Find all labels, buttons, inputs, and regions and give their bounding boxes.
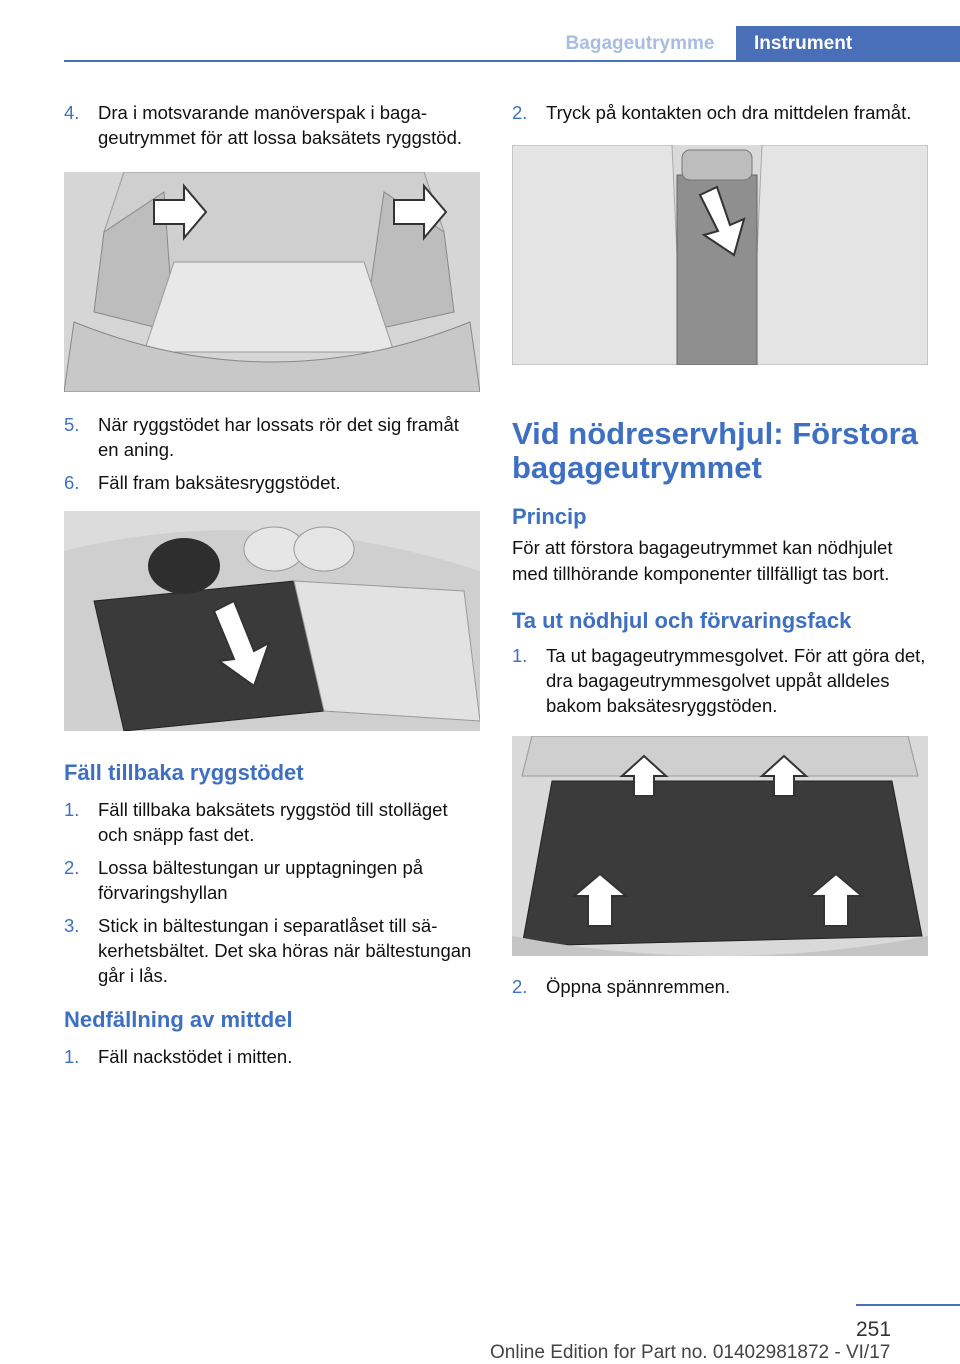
step-text: Dra i motsvarande manöverspak i bagageutrymmet för att lossa baksätets ryggstöd. [98, 102, 462, 148]
right-column [512, 100, 930, 1007]
step-item [64, 470, 482, 495]
edition-note[interactable]: Online Edition for Part no. 01402981872 - VI/17 [490, 1342, 891, 1363]
trunk-release-lever-illustration [64, 172, 480, 392]
step-item [512, 974, 930, 999]
step-text: Fäll tillbaka baksätets ryggstöd till stolläget och snäpp fast det. [98, 799, 448, 845]
fold-seatback-illustration [64, 511, 480, 731]
step-item [64, 1044, 482, 1069]
step-item [64, 855, 482, 905]
step-text: Fäll nackstödet i mitten. [98, 1046, 293, 1067]
footer-rule [856, 1304, 960, 1306]
trunk-floor-illustration [512, 736, 928, 956]
principle-text: För att förstora bagageutrymmet kan nödhjulet med tillhörande komponenter tillfälligt tas bort. [512, 537, 893, 584]
step-text: När ryggstödet har lossats rör det sig framåt en aning. [98, 414, 459, 460]
step-number: 4. [64, 102, 80, 123]
step-number: 2. [512, 976, 528, 997]
header-rule [64, 60, 960, 62]
section-title: Vid nödreservhjul: Förstora bagageutrymmet [512, 416, 918, 485]
section-heading-fold-back: Fäll tillbaka ryggstödet [64, 760, 304, 785]
step-text: Fäll fram baksätesryggstödet. [98, 472, 341, 493]
step-item [64, 913, 482, 988]
remove-heading: Ta ut nödhjul och förvaringsfack [512, 608, 852, 633]
step-item [64, 797, 482, 847]
page-number: 251 [856, 1318, 892, 1341]
step-number: 1. [512, 645, 528, 666]
step-item [64, 412, 482, 462]
step-number: 5. [64, 414, 80, 435]
step-text: Lossa bältestungan ur upptagningen på förvaringshyllan [98, 857, 424, 903]
step-item [512, 100, 930, 125]
principle-heading: Princip [512, 504, 587, 529]
step-number: 3. [64, 915, 80, 936]
section-heading-middle: Nedfällning av mittdel [64, 1007, 293, 1032]
step-number: 1. [64, 799, 80, 820]
step-text: Öppna spännremmen. [546, 976, 731, 997]
step-item [64, 100, 482, 150]
step-text: Tryck på kontakten och dra mittdelen framåt. [546, 102, 912, 123]
step-text: Ta ut bagageutrymmesgolvet. För att göra det, dra bagageutrymmesgolvet uppåt alldeles bakom baksätesryggstöden. [546, 645, 926, 716]
step-number: 2. [512, 102, 528, 123]
step-number: 1. [64, 1046, 80, 1067]
step-text: Stick in bältestungan i separatlåset till säkerhetsbältet. Det ska höras när bältestungan går i lås. [98, 915, 472, 986]
header-section-tab[interactable]: Bagageutrymme [565, 33, 715, 54]
middle-section-illustration [512, 145, 928, 365]
header-chapter-tab[interactable]: Instrument [736, 26, 960, 62]
left-column [64, 100, 482, 1077]
step-number: 6. [64, 472, 80, 493]
step-number: 2. [64, 857, 80, 878]
step-item [512, 643, 930, 718]
